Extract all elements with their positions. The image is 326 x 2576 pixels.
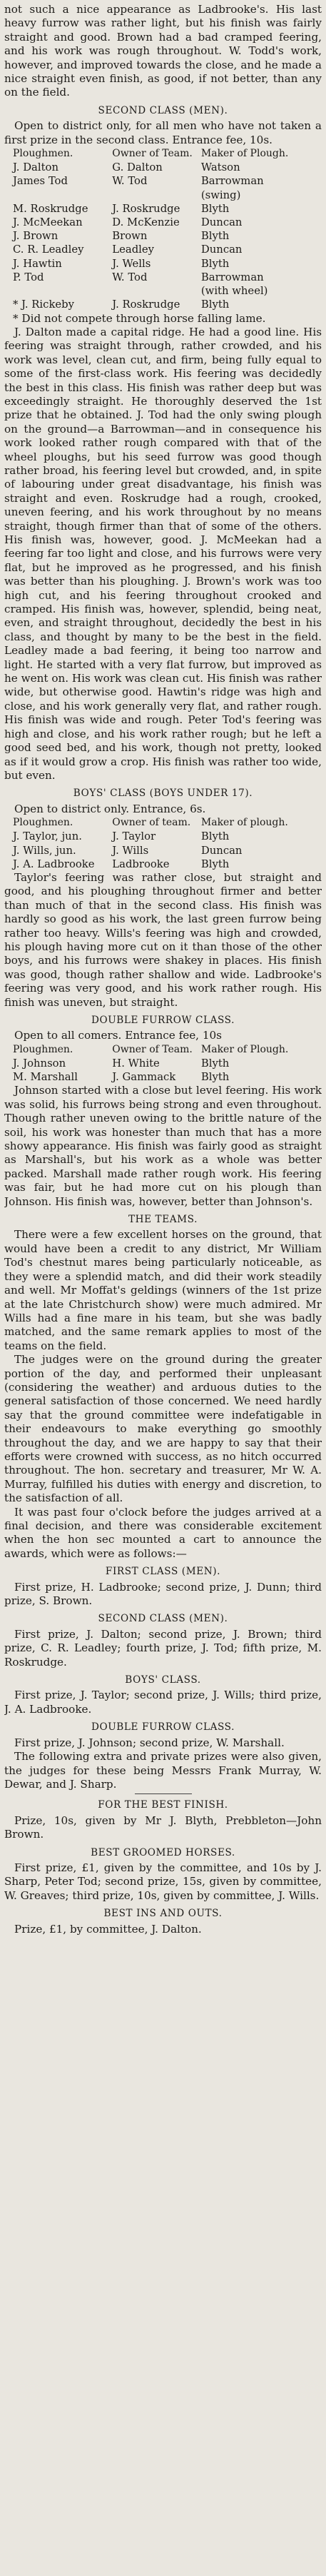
table-cell (4, 284, 112, 298)
table-cell: J. Hawtin (13, 257, 62, 270)
table-cell: C. R. Leadley (13, 243, 84, 256)
table-cell: J. Gammack (112, 1071, 176, 1084)
column-header: Owner of Team. (112, 148, 193, 160)
table-row (4, 857, 322, 871)
award-heading: SECOND CLASS (MEN). (98, 1613, 228, 1625)
double-furrow-heading: DOUBLE FURROW CLASS. (91, 1015, 235, 1026)
table-cell: J. Brown (13, 230, 58, 243)
table-cell: Blyth (200, 298, 230, 311)
table-row (4, 298, 322, 311)
boys-class-entries-table (4, 816, 322, 871)
award-text: First prize, H. Ladbrooke; second prize, J. Dunn; third prize, S. Brown. (4, 1580, 322, 1608)
table-cell (4, 188, 112, 202)
double-furrow-entries-table (4, 1043, 322, 1085)
table-cell: Brown (112, 230, 148, 243)
extra-prizes-paragraph: The following extra and private prizes were also given, the judges for these being Messrs Frank Murray, W. Dewar, and J. Sharp. (4, 1750, 322, 1791)
table-cell: Duncan (200, 243, 243, 256)
table-cell: J. Wells (112, 257, 151, 270)
table-cell: P. Tod (13, 271, 44, 283)
intro-paragraph: not such a nice appearance as Ladbrooke's. His last heavy furrow was rather light, but his finish was fairly straight and good. Brown had a bad cramped feering, and his work was rough throughout. W. Todd's work, however, and improved towards the close, and he made a nice straight even finish, as good, if not better, than any on the field. (4, 3, 322, 99)
table-cell: Duncan (200, 216, 243, 229)
table-cell: (with wheel) (200, 285, 268, 298)
table-cell: Blyth (200, 1071, 230, 1084)
award-text: First prize, J. Taylor; second prize, J. Wills; third prize, J. A. Ladbrooke. (4, 1689, 322, 1716)
table-row (4, 174, 322, 188)
teams-heading: THE TEAMS. (128, 1214, 198, 1226)
table-row (4, 844, 322, 857)
teams-paragraph: The judges were on the ground during the greater portion of the day, and performed their unpleasant (considering the weather) and arduous duties to the general satisfaction of those concerned. We need hardly say that the ground committee were indefatigable in their endeavours to make everything go smoothly throughout the day, and we are happy to say that their efforts were crowned with success, as no hitch occurred throughout. The hon. secretary and treasurer, Mr W. A. Murray, fulfilled his duties with energy and discretion, to the satisfaction of all. (4, 1353, 322, 1505)
table-cell: W. Tod (112, 271, 148, 283)
table-header-row (4, 1043, 322, 1057)
table-row (4, 271, 322, 284)
column-header: Owner of team. (112, 817, 191, 829)
table-row (4, 229, 322, 243)
table-cell: Blyth (200, 830, 230, 843)
table-cell: J. Taylor (112, 830, 156, 843)
award-heading: DOUBLE FURROW CLASS. (91, 1721, 235, 1734)
table-cell (112, 284, 201, 298)
column-header: Ploughmen. (13, 1043, 73, 1055)
table-row (4, 1070, 322, 1084)
second-class-open-text: Open to district only, for all men who have not taken a first prize in the second class. Entrance fee, 10s. (4, 119, 322, 146)
table-cell: M. Marshall (13, 1071, 78, 1084)
table-row (4, 284, 322, 298)
second-class-entries-table (4, 147, 322, 311)
table-row (4, 257, 322, 271)
table-cell: H. White (112, 1057, 160, 1070)
table-cell: Barrowman (200, 175, 264, 188)
teams-paragraph: There were a few excellent horses on the ground, that would have been a credit to any district, Mr William Tod's chestnut mares being particularly noticeable, as they were a splendid match, and did their work steadily and well. Mr Moffat's geldings (winners of the 1st prize at the late Christchurch show) were much admired. Mr Wills had a fine mare in his team, but she was badly matched, and the same remark applies to most of the teams on the field. (4, 1228, 322, 1352)
best-groomed-text: First prize, £1, given by the committee, and 10s by J. Sharp, Peter Tod; second prize, 15s, given by committee, W. Greaves; third prize, 10s, given by committee, J. Wills. (4, 1861, 322, 1902)
table-row (4, 1057, 322, 1070)
best-finish-heading: FOR THE BEST FINISH. (98, 1799, 228, 1811)
table-cell: J. Wills, jun. (13, 844, 76, 857)
column-header: Ploughmen. (13, 148, 73, 160)
divider (135, 1793, 192, 1794)
teams-paragraph: It was past four o'clock before the judges arrived at a final decision, and there was considerable excitement when the hon sec mounted a cart to announce the awards, which were as follows:— (4, 1505, 322, 1560)
award-text: First prize, J. Dalton; second prize, J. Brown; third prize, C. R. Leadley; fourth prize, J. Tod; fifth prize, M. Roskrudge. (4, 1627, 322, 1669)
award-heading: BOYS' CLASS. (125, 1674, 201, 1686)
table-cell: J. Johnson (13, 1057, 66, 1070)
table-cell: Blyth (200, 257, 230, 270)
table-cell: Blyth (200, 857, 230, 870)
table-cell: W. Tod (112, 175, 148, 188)
best-ins-outs-text: Prize, £1, by committee, J. Dalton. (14, 1922, 202, 1936)
column-header: Owner of Team. (112, 1043, 193, 1055)
newspaper-column (4, 3, 322, 2570)
table-cell: Leadley (112, 243, 155, 256)
boys-class-heading: BOYS' CLASS (BOYS UNDER 17). (73, 788, 253, 800)
boys-class-open-text: Open to district only. Entrance, 6s. (14, 802, 206, 815)
table-cell: Blyth (200, 202, 230, 215)
table-row (4, 202, 322, 216)
table-row (4, 216, 322, 229)
award-heading: FIRST CLASS (MEN). (105, 1566, 221, 1578)
table-cell: J. A. Ladbrooke (13, 857, 95, 870)
table-cell: J. Roskrudge (112, 202, 180, 215)
table-cell: James Tod (13, 175, 68, 188)
table-cell: Blyth (200, 230, 230, 243)
boys-class-report: Taylor's feering was rather close, but straight and good, and his ploughing throughout firmer and better than much of that in the second class. His finish was hardly so good as his work, the last green furrow being rather too heavy. Wills's feering was high and crowded, his plough having more cut on it than those of the other boys, and his furrows were shakey in places. His finish was good, though rather shallow and wide. Ladbrooke's feering was very good, and his work rather rough. His finish was uneven, but straight. (4, 870, 322, 1009)
column-header: Ploughmen. (13, 817, 73, 829)
table-header-row (4, 147, 322, 161)
best-ins-outs-heading: BEST INS AND OUTS. (103, 1908, 223, 1920)
table-row (4, 830, 322, 843)
footnote: * Did not compete through horse falling lame. (13, 311, 266, 325)
second-class-report: J. Dalton made a capital ridge. He had a good line. His feering was straight through, rather crowded, and his work was level, clean cut, and firm, being fully equal to some of the first-class work. His feering was decidedly the best in this class. His finish was rather deep but was exceedingly straight. He thoroughly deserved the 1st prize that he obtained. J. Tod had the only swing plough on the ground—a Barrowman—and in consequence his work looked rather rough compared with that of the wheel ploughs, but his seed furrow was good though rather broad, his feering level but crowded, and, in spite of labouring under great disadvantage, his finish was straight and even. Roskrudge had a rough, crooked, uneven feering, and his work throughout by no means straight, though firmer than that of some of the others. His finish was, however, good. J. McMeekan had a feering far too light and close, and his furrows were very flat, but he improved as he progressed, and his finish was better than his ploughing. J. Brown's work was too high cut, and his feering throughout crooked and cramped. His finish was, however, splendid, being neat, even, and straight throughout, decidedly the best in his class, and thought by many to be the best in the field. Leadley made a bad feering, it being too narrow and light. He started with a very flat furrow, but improved as he went on. His work was clean cut. His finish was rather wide, but otherwise good. Hawtin's ridge was high and close, and his work generally very flat, and rather rough. His finish was wide and rough. Peter Tod's feering was high and close, and his work rather rough; but he left a good seed bed, and his work, though not pretty, looked as if it would grow a crop. His finish was rather too wide, but even. (4, 325, 322, 782)
column-header: Maker of plough. (200, 817, 288, 829)
table-cell: J. Dalton (13, 161, 58, 174)
table-cell: Blyth (200, 1057, 230, 1070)
column-header: Maker of Plough. (200, 148, 289, 160)
table-cell: (swing) (200, 188, 241, 201)
double-furrow-open-text: Open to all comers. Entrance fee, 10s (14, 1029, 222, 1042)
table-cell: Ladbrooke (112, 857, 170, 870)
table-row (4, 243, 322, 256)
best-groomed-heading: BEST GROOMED HORSES. (91, 1846, 235, 1858)
table-cell: Duncan (200, 844, 243, 857)
double-furrow-report: Johnson started with a close but level feering. His work was solid, his furrows being strong and even throughout. Though rather uneven owing to the brittle nature of the soil, his work was honester than much that has a more showy appearance. His finish was fairly good as straight as Marshall's, but his work as a whole was better packed. Marshall made rather rough work. His feering was fair, but he had more cut on his plough than Johnson. His finish was, however, better than Johnson's. (4, 1084, 322, 1208)
table-cell: Watson (200, 161, 240, 174)
table-row (4, 161, 322, 174)
table-cell (112, 188, 201, 202)
table-cell: J. McMeekan (13, 216, 83, 229)
table-cell: J. Wills (112, 844, 149, 857)
table-cell: J. Roskrudge (112, 298, 180, 311)
best-finish-text: Prize, 10s, given by Mr J. Blyth, Prebbleton—John Brown. (4, 1813, 322, 1841)
table-row (4, 188, 322, 202)
second-class-heading: SECOND CLASS (MEN). (98, 104, 228, 116)
table-cell: Barrowman (200, 271, 264, 283)
table-cell: J. Taylor, jun. (13, 830, 82, 843)
table-header-row (4, 816, 322, 830)
table-cell: * J. Rickeby (13, 298, 75, 311)
table-cell: M. Roskrudge (13, 202, 88, 215)
award-text: First prize, J. Johnson; second prize, W. Marshall. (14, 1736, 285, 1749)
table-cell: G. Dalton (112, 161, 163, 174)
column-header: Maker of Plough. (200, 1043, 289, 1055)
table-cell: D. McKenzie (112, 216, 180, 229)
